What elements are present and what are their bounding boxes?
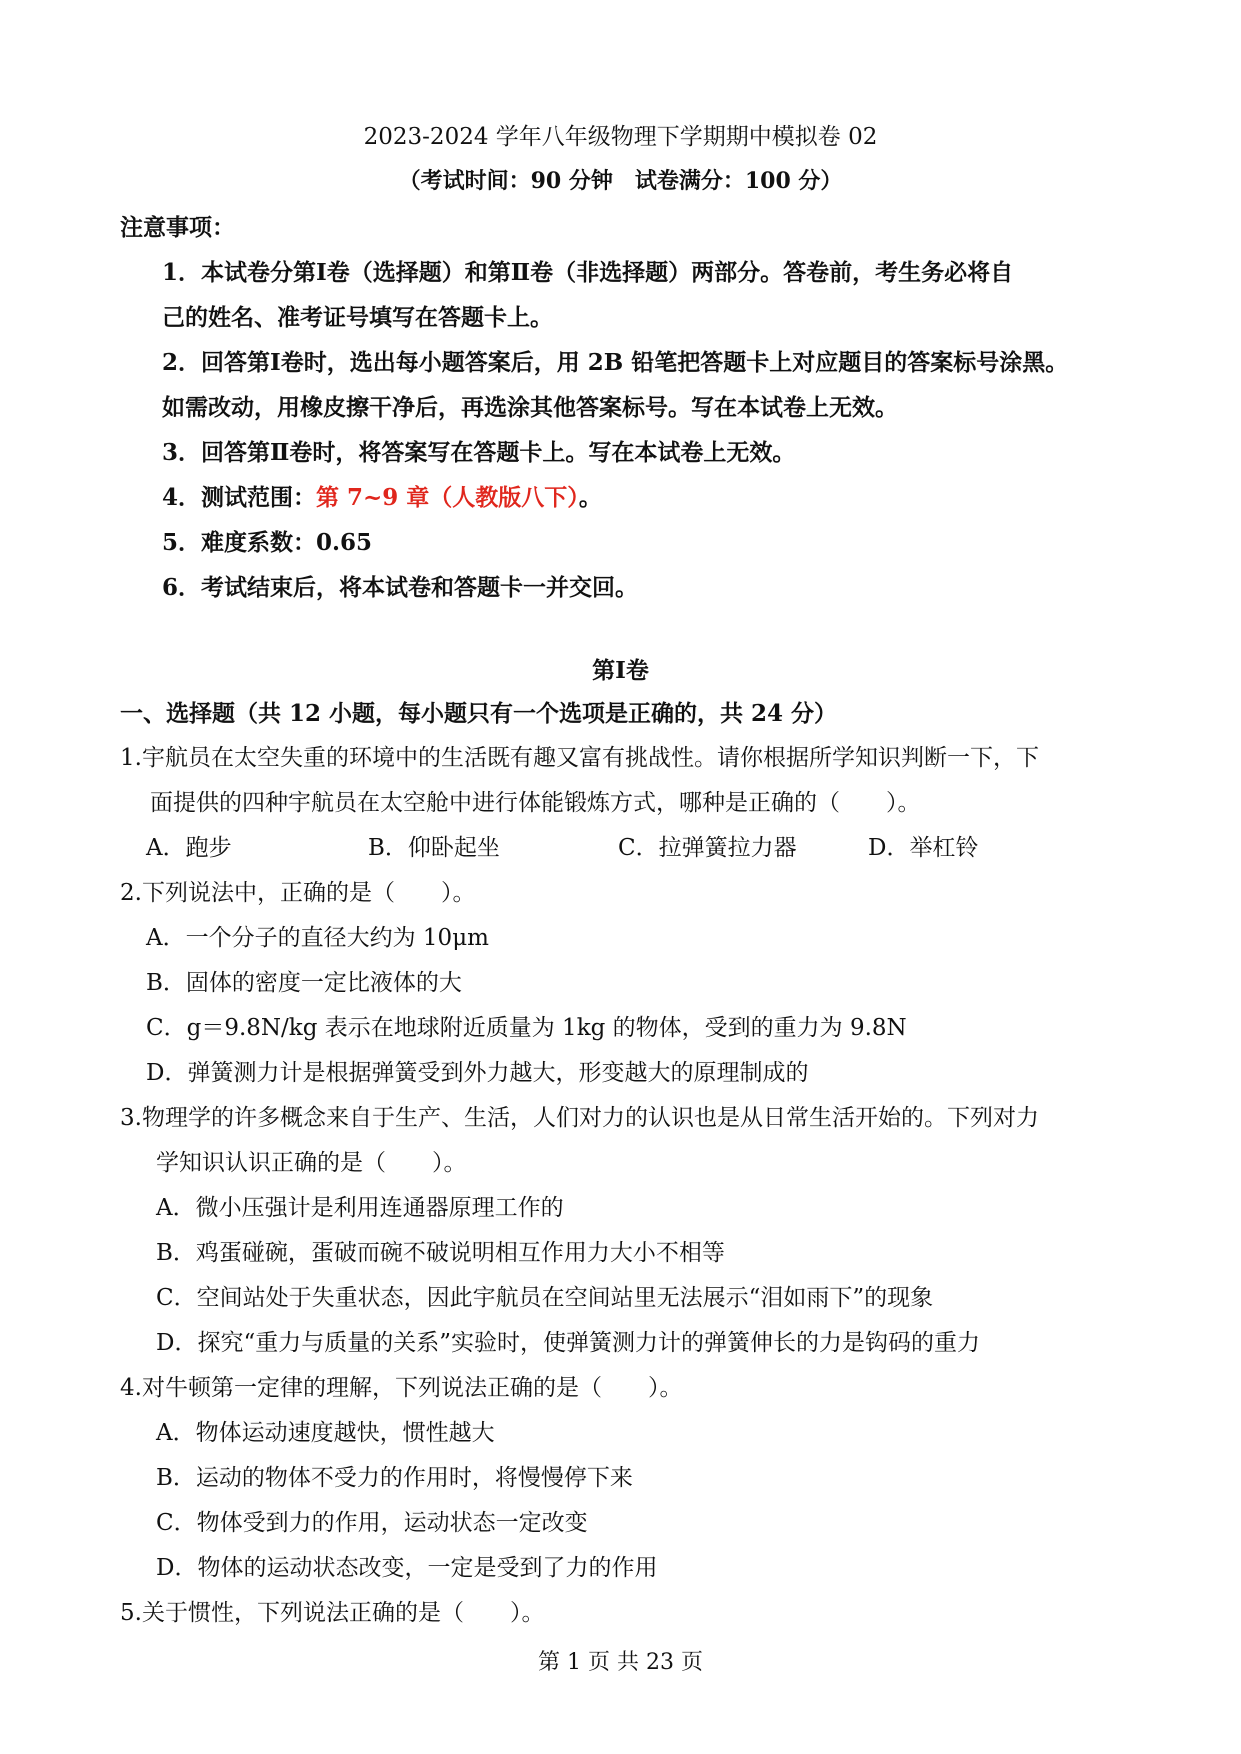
question-4-option-a: A．物体运动速度越快，惯性越大: [156, 1420, 495, 1446]
question-4-option-d: D．物体的运动状态改变，一定是受到了力的作用: [156, 1555, 658, 1581]
notice-item-2-cont: [120, 385, 1130, 430]
question-1-options: [120, 826, 1130, 871]
notice-item-2: [120, 340, 1130, 385]
exam-subtitle: （考试时间：90 分钟 试卷满分：100 分）: [398, 168, 843, 194]
notice-item-2-line2: 如需改动，用橡皮擦干净后，再选涂其他答案标号。写在本试卷上无效。: [162, 394, 898, 421]
question-4-option-c: C．物体受到力的作用，运动状态一定改变: [156, 1510, 588, 1536]
notice-item-1: [120, 250, 1130, 295]
test-scope-highlight: 第 7~9 章（人教版八下）: [316, 484, 579, 511]
question-1-option-a: A．跑步: [146, 835, 232, 861]
question-4-option-b: B．运动的物体不受力的作用时，将慢慢停下来: [156, 1465, 633, 1491]
question-1-option-b: B．仰卧起坐: [368, 835, 500, 861]
notice-list: [120, 250, 1130, 610]
exam-title: 2023-2024 学年八年级物理下学期期中模拟卷 02: [363, 124, 878, 150]
question-4-line1: 4.对牛顿第一定律的理解，下列说法正确的是（ ）。: [120, 1375, 683, 1401]
part-title: 一、选择题（共 12 小题，每小题只有一个选项是正确的，共 24 分）: [120, 700, 838, 727]
question-2-stem: [120, 871, 1130, 916]
question-3-option-d: D．探究“重力与质量的关系”实验时，使弹簧测力计的弹簧伸长的力是钩码的重力: [156, 1330, 980, 1356]
notice-item-6-line1: 6．考试结束后，将本试卷和答题卡一并交回。: [162, 574, 639, 601]
question-3-line1: 3.物理学的许多概念来自于生产、生活，人们对力的认识也是从日常生活开始的。下列对力: [120, 1105, 1039, 1131]
notice-item-5: [120, 520, 1130, 565]
question-5-stem: [120, 1591, 1130, 1636]
notice-heading: 注意事项：: [120, 214, 235, 241]
question-2-option-d: D．弹簧测力计是根据弹簧受到外力越大，形变越大的原理制成的: [146, 1060, 809, 1086]
question-2-option-a: A．一个分子的直径大约为 10μm: [146, 925, 489, 951]
notice-item-1-line1: 1．本试卷分第Ⅰ卷（选择题）和第Ⅱ卷（非选择题）两部分。答卷前，考生务必将自: [162, 259, 1014, 286]
notice-item-1-line2: 己的姓名、准考证号填写在答题卡上。: [162, 304, 553, 331]
question-3-option-c: C．空间站处于失重状态，因此宇航员在空间站里无法展示“泪如雨下”的现象: [156, 1285, 934, 1311]
question-2-option-b: B．固体的密度一定比液体的大: [146, 970, 462, 996]
notice-item-4-suffix: 。: [578, 484, 602, 511]
question-1-stem: [120, 736, 1130, 826]
question-3-stem: [120, 1096, 1130, 1186]
question-2-line1: 2.下列说法中，正确的是（ ）。: [120, 880, 476, 906]
section-title: 第Ⅰ卷: [592, 657, 649, 684]
notice-item-4-prefix: 4．测试范围：: [162, 484, 317, 511]
question-3-option-a: A．微小压强计是利用连通器原理工作的: [156, 1195, 564, 1221]
question-4-stem: [120, 1366, 1130, 1411]
notice-item-5-line1: 5．难度系数：0.65: [162, 529, 373, 556]
question-3-option-b: B．鸡蛋碰碗，蛋破而碗不破说明相互作用力大小不相等: [156, 1240, 725, 1266]
question-5-line1: 5.关于惯性，下列说法正确的是（ ）。: [120, 1600, 545, 1626]
notice-item-2-line1: 2．回答第Ⅰ卷时，选出每小题答案后，用 2B 铅笔把答题卡上对应题目的答案标号涂黑。: [162, 349, 1069, 376]
question-1-option-c: C．拉弹簧拉力器: [618, 835, 797, 861]
notice-item-6: [120, 565, 1130, 610]
question-1-line2: 面提供的四种宇航员在太空舱中进行体能锻炼方式，哪种是正确的（ ）。: [150, 790, 921, 816]
question-1-option-d: D．举杠铃: [868, 835, 979, 861]
question-2-option-c: C．g＝9.8N/kg 表示在地球附近质量为 1kg 的物体，受到的重力为 9.8N: [146, 1015, 907, 1041]
notice-item-1-cont: [120, 295, 1130, 340]
notice-item-4: [120, 475, 1130, 520]
question-1-line1: 1.宇航员在太空失重的环境中的生活既有趣又富有挑战性。请你根据所学知识判断一下，下: [120, 745, 1039, 771]
question-list: [120, 736, 1130, 1636]
question-3-line2: 学知识认识正确的是（ ）。: [156, 1150, 467, 1176]
notice-item-3: [120, 430, 1130, 475]
page-footer: 第 1 页 共 23 页: [538, 1650, 703, 1675]
notice-item-3-line1: 3．回答第Ⅱ卷时，将答案写在答题卡上。写在本试卷上无效。: [162, 439, 796, 466]
